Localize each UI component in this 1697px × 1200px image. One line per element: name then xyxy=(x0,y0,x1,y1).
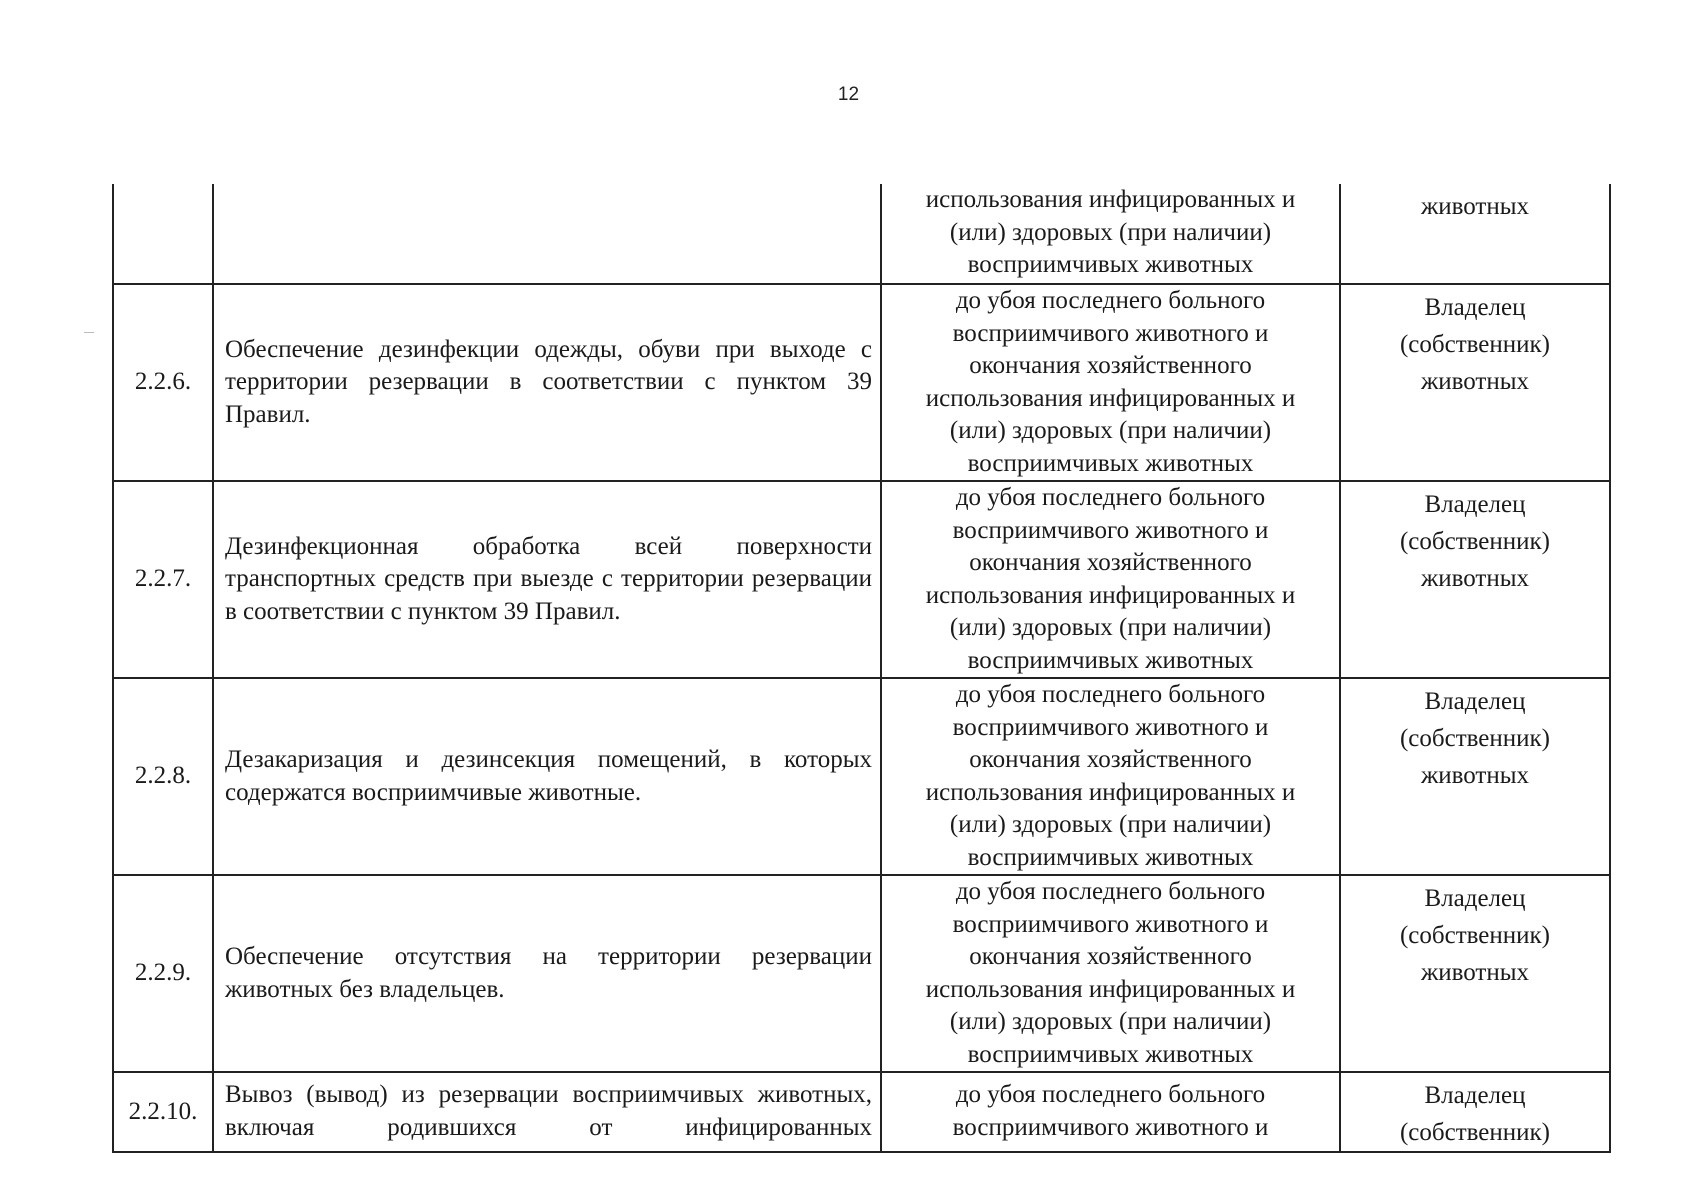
period-line: восприимчивых животных xyxy=(967,251,1254,278)
responsible-cell xyxy=(1340,284,1610,481)
description-text: Обеспечение дезинфекции одежды, обуви при выходе с территории резервации в соответствии с пунктом 39 Правил. xyxy=(225,335,872,428)
responsible-cell xyxy=(1340,184,1610,284)
period-line: окончания хозяйственного xyxy=(969,549,1252,576)
responsible-cell xyxy=(1340,875,1610,1072)
responsible-line: Владелец xyxy=(1424,491,1526,518)
period-line: использования инфицированных и xyxy=(925,975,1296,1003)
period-line: восприимчивых животных xyxy=(967,843,1254,871)
period-line: восприимчивого животного и xyxy=(952,319,1269,347)
period-line: восприимчивых животных xyxy=(967,449,1254,477)
description-text: Дезакаризация и дезинсекция помещений, в которых содержатся восприимчивые животные. xyxy=(225,746,872,806)
period-cell xyxy=(881,184,1340,284)
period-line: окончания хозяйственного xyxy=(969,746,1252,773)
period-line: окончания хозяйственного xyxy=(969,943,1252,970)
responsible-line: (собственник) xyxy=(1399,725,1551,752)
responsible-line: (собственник) xyxy=(1399,1119,1551,1146)
table-row xyxy=(113,481,1610,678)
description-cell xyxy=(213,1072,881,1152)
period-line: использования инфицированных и xyxy=(925,778,1296,806)
measures-table xyxy=(112,184,1611,1153)
period-line: восприимчивых животных xyxy=(967,1040,1254,1068)
period-cell xyxy=(881,875,1340,1072)
period-line: использования инфицированных и xyxy=(925,186,1296,213)
num-cell: 2.2.6. xyxy=(113,284,213,481)
num-cell: 2.2.7. xyxy=(113,481,213,678)
responsible-line: животных xyxy=(1420,762,1530,789)
period-line: восприимчивого животного и xyxy=(952,713,1269,741)
description-text: Дезинфекционная обработка всей поверхности транспортных средств при выезде с территории резервации в соответствии с пунктом 39 Правил. xyxy=(225,532,872,625)
period-cell xyxy=(881,1072,1340,1152)
table-row xyxy=(113,875,1610,1072)
period-cell xyxy=(881,284,1340,481)
period-line: (или) здоровых (при наличии) xyxy=(949,218,1272,246)
period-line: восприимчивого животного и xyxy=(952,516,1269,544)
table-row xyxy=(113,678,1610,875)
period-line: до убоя последнего больного xyxy=(955,484,1266,511)
period-line: (или) здоровых (при наличии) xyxy=(949,417,1272,444)
num-cell: 2.2.8. xyxy=(113,678,213,875)
period-line: до убоя последнего больного xyxy=(955,878,1266,905)
description-cell xyxy=(213,875,881,1072)
period-cell xyxy=(881,481,1340,678)
responsible-cell xyxy=(1340,1072,1610,1152)
responsible-line: животных xyxy=(1420,959,1530,986)
num-cell: 2.2.9. xyxy=(113,875,213,1072)
description-cell xyxy=(213,481,881,678)
period-line: до убоя последнего больного xyxy=(955,287,1266,314)
responsible-line: (собственник) xyxy=(1399,331,1551,358)
period-line: до убоя последнего больного xyxy=(955,1081,1266,1108)
period-line: до убоя последнего больного xyxy=(955,681,1266,708)
responsible-line: животных xyxy=(1420,368,1530,395)
responsible-line: Владелец xyxy=(1424,885,1526,912)
period-line: восприимчивого животного и xyxy=(952,910,1269,938)
period-line: (или) здоровых (при наличии) xyxy=(949,811,1272,838)
responsible-line: (собственник) xyxy=(1399,922,1551,949)
page-number: 12 xyxy=(837,84,860,105)
responsible-line: Владелец xyxy=(1424,1082,1526,1109)
period-line: (или) здоровых (при наличии) xyxy=(949,614,1272,641)
responsible-line: (собственник) xyxy=(1399,528,1551,555)
period-line: восприимчивого животного и xyxy=(952,1113,1269,1141)
responsible-line: животных xyxy=(1420,565,1530,592)
responsible-cell xyxy=(1340,481,1610,678)
margin-mark xyxy=(84,332,94,333)
period-line: окончания хозяйственного xyxy=(969,352,1252,379)
table-row xyxy=(113,284,1610,481)
period-line: использования инфицированных и xyxy=(925,581,1296,609)
responsible-line: Владелец xyxy=(1424,688,1526,715)
table-row xyxy=(113,1072,1610,1152)
period-line: использования инфицированных и xyxy=(925,384,1296,412)
table-row-continuation xyxy=(113,184,1610,284)
period-cell xyxy=(881,678,1340,875)
period-line: восприимчивых животных xyxy=(967,646,1254,674)
responsible-line: Владелец xyxy=(1424,294,1526,321)
description-text: Обеспечение отсутствия на территории резервации животных без владельцев. xyxy=(225,943,872,1003)
responsible-line: животных xyxy=(1420,193,1530,220)
description-cell xyxy=(213,284,881,481)
description-cell xyxy=(213,184,881,284)
description-text: Вывоз (вывод) из резервации восприимчивых животных, включая родившихся от инфицированных xyxy=(225,1081,872,1141)
responsible-cell xyxy=(1340,678,1610,875)
description-cell xyxy=(213,678,881,875)
period-line: (или) здоровых (при наличии) xyxy=(949,1008,1272,1035)
num-cell xyxy=(113,184,213,284)
num-cell: 2.2.10. xyxy=(113,1072,213,1152)
